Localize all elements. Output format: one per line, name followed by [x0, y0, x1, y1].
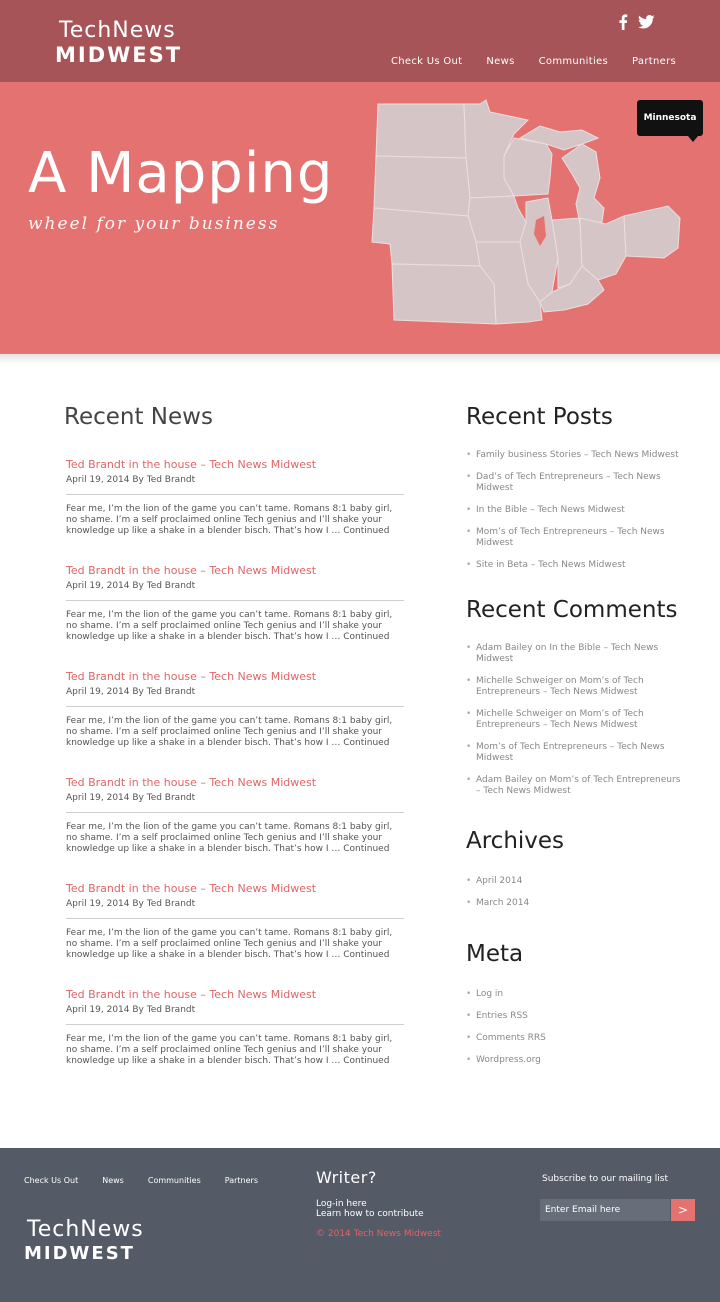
- meta-link[interactable]: • Log in: [466, 989, 686, 1000]
- archive-link[interactable]: • March 2014: [466, 898, 686, 909]
- meta-widget: [466, 941, 686, 1066]
- post-item: [66, 559, 404, 643]
- post-item: [66, 771, 404, 855]
- nav-check-us-out[interactable]: Check Us Out: [391, 56, 463, 67]
- login-link[interactable]: Log-in here: [316, 1199, 367, 1209]
- meta-link[interactable]: • Entries RSS: [466, 1011, 686, 1022]
- footer-nav-communities[interactable]: Communities: [147, 1176, 201, 1185]
- map-state-iowa: [468, 196, 526, 242]
- post-meta: April 19, 2014 By Ted Brandt: [66, 475, 404, 495]
- email-input[interactable]: Enter Email here: [540, 1199, 670, 1221]
- archives-widget: [466, 828, 686, 909]
- nav-communities[interactable]: Communities: [538, 56, 609, 67]
- post-meta: April 19, 2014 By Ted Brandt: [66, 1005, 404, 1025]
- post-title-link[interactable]: Ted Brandt in the house – Tech News Midwest: [66, 564, 317, 577]
- recent-comments-heading: Recent Comments: [466, 597, 678, 623]
- tooltip-text: Minnesota: [643, 113, 697, 123]
- recent-comments-widget: [466, 597, 686, 797]
- map-state-pennsylvania: [624, 206, 680, 258]
- site-footer: [0, 1148, 720, 1302]
- archive-link[interactable]: • April 2014: [466, 876, 686, 887]
- map-state-nebraska: [372, 208, 480, 266]
- recent-posts-heading: Recent Posts: [466, 404, 613, 430]
- map-state-north-dakota: [376, 104, 466, 158]
- map-state-wisconsin: [504, 138, 552, 196]
- recent-comment-link[interactable]: • Michelle Schweiger on Mom’s of Tech Entrepreneurs – Tech News Midwest: [466, 676, 686, 698]
- recent-comment-link[interactable]: • Adam Bailey on In the Bible – Tech News Midwest: [466, 643, 686, 665]
- recent-news-heading: Recent News: [64, 404, 213, 430]
- site-header: [0, 0, 720, 82]
- post-meta: April 19, 2014 By Ted Brandt: [66, 581, 404, 601]
- copyright: © 2014 Tech News Midwest: [316, 1229, 441, 1239]
- post-excerpt: Fear me, I’m the lion of the game you can’t tame. Romans 8:1 baby girl, no shame. I’m a self proclaimed online Tech genius and I’ll shake your knowledge up like a shake in a blender bisch. That’s how I … Continued: [66, 928, 393, 960]
- recent-post-link[interactable]: • Family business Stories – Tech News Midwest: [466, 450, 686, 461]
- recent-comment-link[interactable]: • Adam Bailey on Mom’s of Tech Entrepreneurs – Tech News Midwest: [466, 775, 686, 797]
- post-excerpt: Fear me, I’m the lion of the game you can’t tame. Romans 8:1 baby girl, no shame. I’m a self proclaimed online Tech genius and I’ll shake your knowledge up like a shake in a blender bisch. That’s how I … Continued: [66, 716, 393, 748]
- meta-link[interactable]: • Comments RRS: [466, 1033, 686, 1044]
- meta-link[interactable]: • Wordpress.org: [466, 1055, 686, 1066]
- nav-partners[interactable]: Partners: [632, 56, 676, 67]
- recent-posts-widget: [466, 404, 686, 571]
- map-state-south-dakota: [374, 156, 470, 216]
- writer-block: [316, 1168, 441, 1239]
- recent-post-link[interactable]: • In the Bible – Tech News Midwest: [466, 505, 686, 516]
- subscribe-label: Subscribe to our mailing list: [542, 1174, 669, 1184]
- recent-comment-link[interactable]: • Mom’s of Tech Entrepreneurs – Tech News Midwest: [466, 742, 686, 764]
- site-logo[interactable]: [55, 19, 182, 67]
- nav-news[interactable]: News: [486, 56, 515, 67]
- hero-title: A Mapping: [28, 141, 334, 206]
- logo-line1: TechNews: [27, 1217, 144, 1242]
- facebook-icon[interactable]: [618, 14, 628, 34]
- contribute-link[interactable]: Learn how to contribute: [316, 1209, 424, 1219]
- hero-subtitle: wheel for your business: [28, 214, 280, 234]
- post-item: [66, 665, 404, 749]
- post-item: [66, 453, 404, 537]
- post-excerpt: Fear me, I’m the lion of the game you can’t tame. Romans 8:1 baby girl, no shame. I’m a self proclaimed online Tech genius and I’ll shake your knowledge up like a shake in a blender bisch. That’s how I … Continued: [66, 1034, 393, 1066]
- footer-logo[interactable]: [24, 1218, 144, 1266]
- hero-banner: [0, 82, 720, 354]
- archives-heading: Archives: [466, 828, 565, 854]
- subscribe-button-label: >: [677, 1203, 689, 1217]
- recent-post-link[interactable]: • Dad’s of Tech Entrepreneurs – Tech News Midwest: [466, 472, 686, 494]
- social-links: [618, 14, 655, 34]
- recent-post-link[interactable]: • Site in Beta – Tech News Midwest: [466, 560, 686, 571]
- map-state-kansas: [392, 264, 496, 324]
- post-meta: April 19, 2014 By Ted Brandt: [66, 687, 404, 707]
- writer-heading: Writer?: [316, 1168, 377, 1187]
- meta-heading: Meta: [466, 941, 524, 967]
- logo-line2: MIDWEST: [24, 1243, 135, 1264]
- post-excerpt: Fear me, I’m the lion of the game you can’t tame. Romans 8:1 baby girl, no shame. I’m a self proclaimed online Tech genius and I’ll shake your knowledge up like a shake in a blender bisch. That’s how I … Continued: [66, 504, 393, 536]
- hero-shadow: [0, 354, 720, 364]
- map-tooltip: [637, 100, 703, 136]
- footer-nav-news[interactable]: News: [102, 1176, 124, 1185]
- footer-nav: [24, 1176, 282, 1185]
- logo-line2: MIDWEST: [55, 43, 183, 67]
- post-title-link[interactable]: Ted Brandt in the house – Tech News Midwest: [66, 458, 317, 471]
- post-meta: April 19, 2014 By Ted Brandt: [66, 793, 404, 813]
- twitter-icon[interactable]: [638, 14, 655, 34]
- logo-line1: TechNews: [59, 18, 176, 43]
- recent-post-link[interactable]: • Mom’s of Tech Entrepreneurs – Tech News Midwest: [466, 527, 686, 549]
- post-meta: April 19, 2014 By Ted Brandt: [66, 899, 404, 919]
- recent-comment-link[interactable]: • Michelle Schweiger on Mom’s of Tech Entrepreneurs – Tech News Midwest: [466, 709, 686, 731]
- post-item: [66, 877, 404, 961]
- post-excerpt: Fear me, I’m the lion of the game you can’t tame. Romans 8:1 baby girl, no shame. I’m a self proclaimed online Tech genius and I’ll shake your knowledge up like a shake in a blender bisch. That’s how I … Continued: [66, 610, 393, 642]
- post-item: [66, 983, 404, 1067]
- post-excerpt: Fear me, I’m the lion of the game you can’t tame. Romans 8:1 baby girl, no shame. I’m a self proclaimed online Tech genius and I’ll shake your knowledge up like a shake in a blender bisch. That’s how I … Continued: [66, 822, 393, 854]
- map-state-michigan: [562, 144, 604, 224]
- subscribe-button[interactable]: [671, 1199, 695, 1221]
- main-nav: [391, 56, 700, 67]
- footer-nav-partners[interactable]: Partners: [224, 1176, 258, 1185]
- footer-nav-check-us-out[interactable]: Check Us Out: [24, 1176, 79, 1185]
- post-title-link[interactable]: Ted Brandt in the house – Tech News Midwest: [66, 882, 317, 895]
- post-title-link[interactable]: Ted Brandt in the house – Tech News Midwest: [66, 776, 317, 789]
- post-title-link[interactable]: Ted Brandt in the house – Tech News Midwest: [66, 670, 317, 683]
- post-title-link[interactable]: Ted Brandt in the house – Tech News Midwest: [66, 988, 317, 1001]
